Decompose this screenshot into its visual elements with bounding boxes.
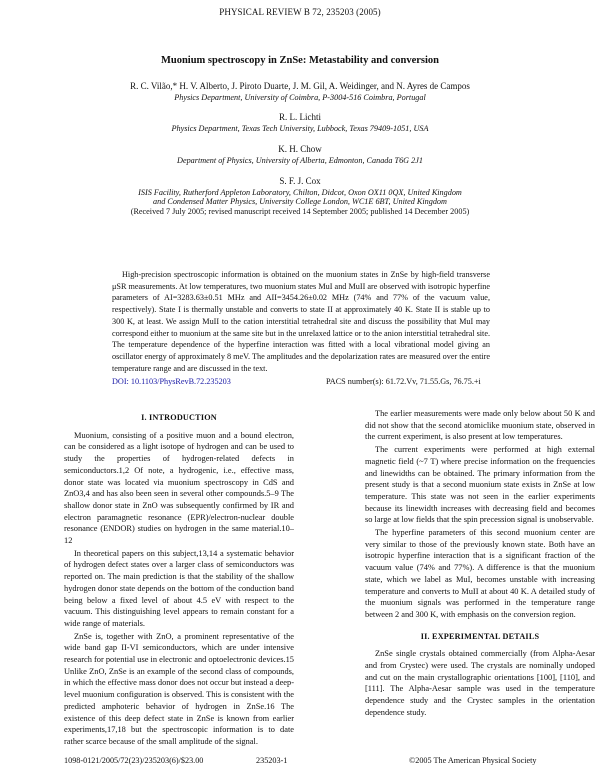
pacs-numbers: PACS number(s): 61.72.Vv, 71.55.Gs, 76.75.+i — [326, 377, 481, 386]
footer-issn: 1098-0121/2005/72(23)/235203(6)/$23.00 — [64, 756, 204, 765]
author-affiliation: Department of Physics, University of Alberta, Edmonton, Canada T6G 2J1 — [177, 156, 423, 165]
author-names: R. L. Lichti — [279, 112, 321, 122]
paragraph: The earlier measurements were made only below about 50 K and did not show that the second atomiclike muonium state, observed in the current experiment, is also present at low temperatures. — [365, 409, 595, 442]
abstract: High-precision spectroscopic information is obtained on the muonium states in ZnSe by high-field transverse μSR measurements. At low temperatures, two muonium states MuI and MuII are observed with isotropic hyperfine parameters of AI=3283.63±0.51 MHz and AII=3454.26±0.02 MHz (74% and 77% of the vacuum value, respectively). State I is thermally unstable and converts to state II at approximately 40 K. State II is stable up to 300 K, at least. We assign MuII to the cation interstitial tetrahedral site and discuss the possibility that MuI may correspond either to muonium at the same site but in the unrelaxed lattice or to the anion interstitial tetrahedral site. The temperature dependence of the hyperfine interaction was fitted with a local vibrational model giving an oscillator energy of approximately 8 meV. The amplitudes and the depolarization rates are measured over the entire temperature range and are discussed in the text. — [112, 270, 490, 373]
paragraph: The current experiments were performed at high external magnetic field (~7 T) where precise information on the frequencies and linewidths can be obtained. The primary information from the present study is that a second muonium state exists in ZnSe at low temperature. This state was not seen in the earlier experiments because its linewidth increases with decreasing field and becomes so large at low fields that the spin precession signal is unobservable. — [365, 445, 595, 525]
left-column — [64, 408, 294, 749]
footer-page-number: 235203-1 — [256, 756, 288, 765]
paragraph: ZnSe single crystals obtained commercially (from Alpha-Aesar and from Crystec) were used. The crystals are nominally undoped and cut on the main crystallographic orientations [100], [110], and [111]. The Alpha-Aesar sample was used in the temperature dependence study and the Crystec samples in the orientation dependence study. — [365, 649, 595, 717]
author-group-4 — [0, 176, 600, 216]
paragraph: The hyperfine parameters of this second muonium center are very similar to those of the previously known state. Both have an isotropic hyperfine interaction that is a significant fraction of the vacuum value (74% and 77%). A difference is that the muonium state, which we label as MuI, becomes unstable with increasing temperature and converts to MuII at about 40 K. A detailed study of the muonium signals was performed in the temperature range between 2 and 300 K, with emphasis on the conversion region. — [365, 528, 595, 619]
author-affiliation: Physics Department, Texas Tech University, Lubbock, Texas 79409-1051, USA — [171, 124, 429, 133]
received-dates: (Received 7 July 2005; revised manuscript received 14 September 2005; published 14 December 2005) — [130, 207, 470, 216]
paper-title: Muonium spectroscopy in ZnSe: Metastability and conversion — [160, 55, 440, 66]
author-group-1 — [0, 81, 600, 102]
right-column — [365, 408, 595, 720]
author-names: S. F. J. Cox — [279, 176, 321, 186]
journal-header: PHYSICAL REVIEW B 72, 235203 (2005) — [219, 7, 381, 17]
doi-pacs-row — [112, 377, 498, 386]
page-footer — [64, 756, 596, 765]
author-names: K. H. Chow — [278, 144, 322, 154]
footer-copyright: ©2005 The American Physical Society — [409, 756, 537, 765]
author-affiliation-2: and Condensed Matter Physics, University College London, WC1E 6BT, United Kingdom — [153, 197, 447, 206]
section-heading-introduction: I. INTRODUCTION — [141, 413, 217, 422]
author-affiliation: ISIS Facility, Rutherford Appleton Laboratory, Chilton, Didcot, Oxon OX11 0QX, United Kingdom — [138, 188, 462, 197]
author-names: R. C. Vilão,* H. V. Alberto, J. Piroto Duarte, J. M. Gil, A. Weidinger, and N. Ayres de Campos — [130, 81, 470, 91]
author-group-3 — [0, 144, 600, 165]
paragraph: ZnSe is, together with ZnO, a prominent representative of the wide band gap II-VI semiconductors, which are under intensive research for potential use in electronic and optoelectronic devices.15 Unlike ZnO, ZnSe is an example of the second class of compounds, in which the effective mass donor does not occur but instead a deep-level muonium configuration is observed. This is consistent with the predicted amphoteric behavior of hydrogen in ZnSe.16 The existence of this deep defect state in ZnSe is known from earlier experiments,17,18 but the spectroscopic information is to date rather scarce because of the small amplitude of the signal. — [64, 631, 294, 746]
paragraph: In theoretical papers on this subject,13,14 a systematic behavior of hydrogen defect states over a larger class of semiconductors was reported on. The main prediction is that the stability of the shallow hydrogen donor state depends on the bottom of the conduction band being below a fixed level of about 4.5 eV with respect to the vacuum. This distinguishing level appears to remain constant for a wide range of materials. — [64, 548, 294, 628]
paragraph: Muonium, consisting of a positive muon and a bound electron, can be considered as a light isotope of hydrogen and can be used to study the properties of hydrogen-related defects in semiconductors.1,2 Of note, a hydrogenic, i.e., effective mass, donor state was located via muonium spectroscopy in CdS and ZnO3,4 and has also been seen in several other compounds.5–9 The shallow donor state in ZnO was subsequently confirmed by IR and electron paramagnetic resonance (EPR)/electron-nuclear double resonance (ENDOR) studies on hydrogen in the same material.10–12 — [64, 430, 294, 546]
doi-link[interactable]: DOI: 10.1103/PhysRevB.72.235203 — [112, 377, 231, 386]
section-heading-experimental: II. EXPERIMENTAL DETAILS — [420, 631, 540, 641]
author-affiliation: Physics Department, University of Coimbra, P-3004-516 Coimbra, Portugal — [174, 93, 426, 102]
author-group-2 — [0, 112, 600, 133]
